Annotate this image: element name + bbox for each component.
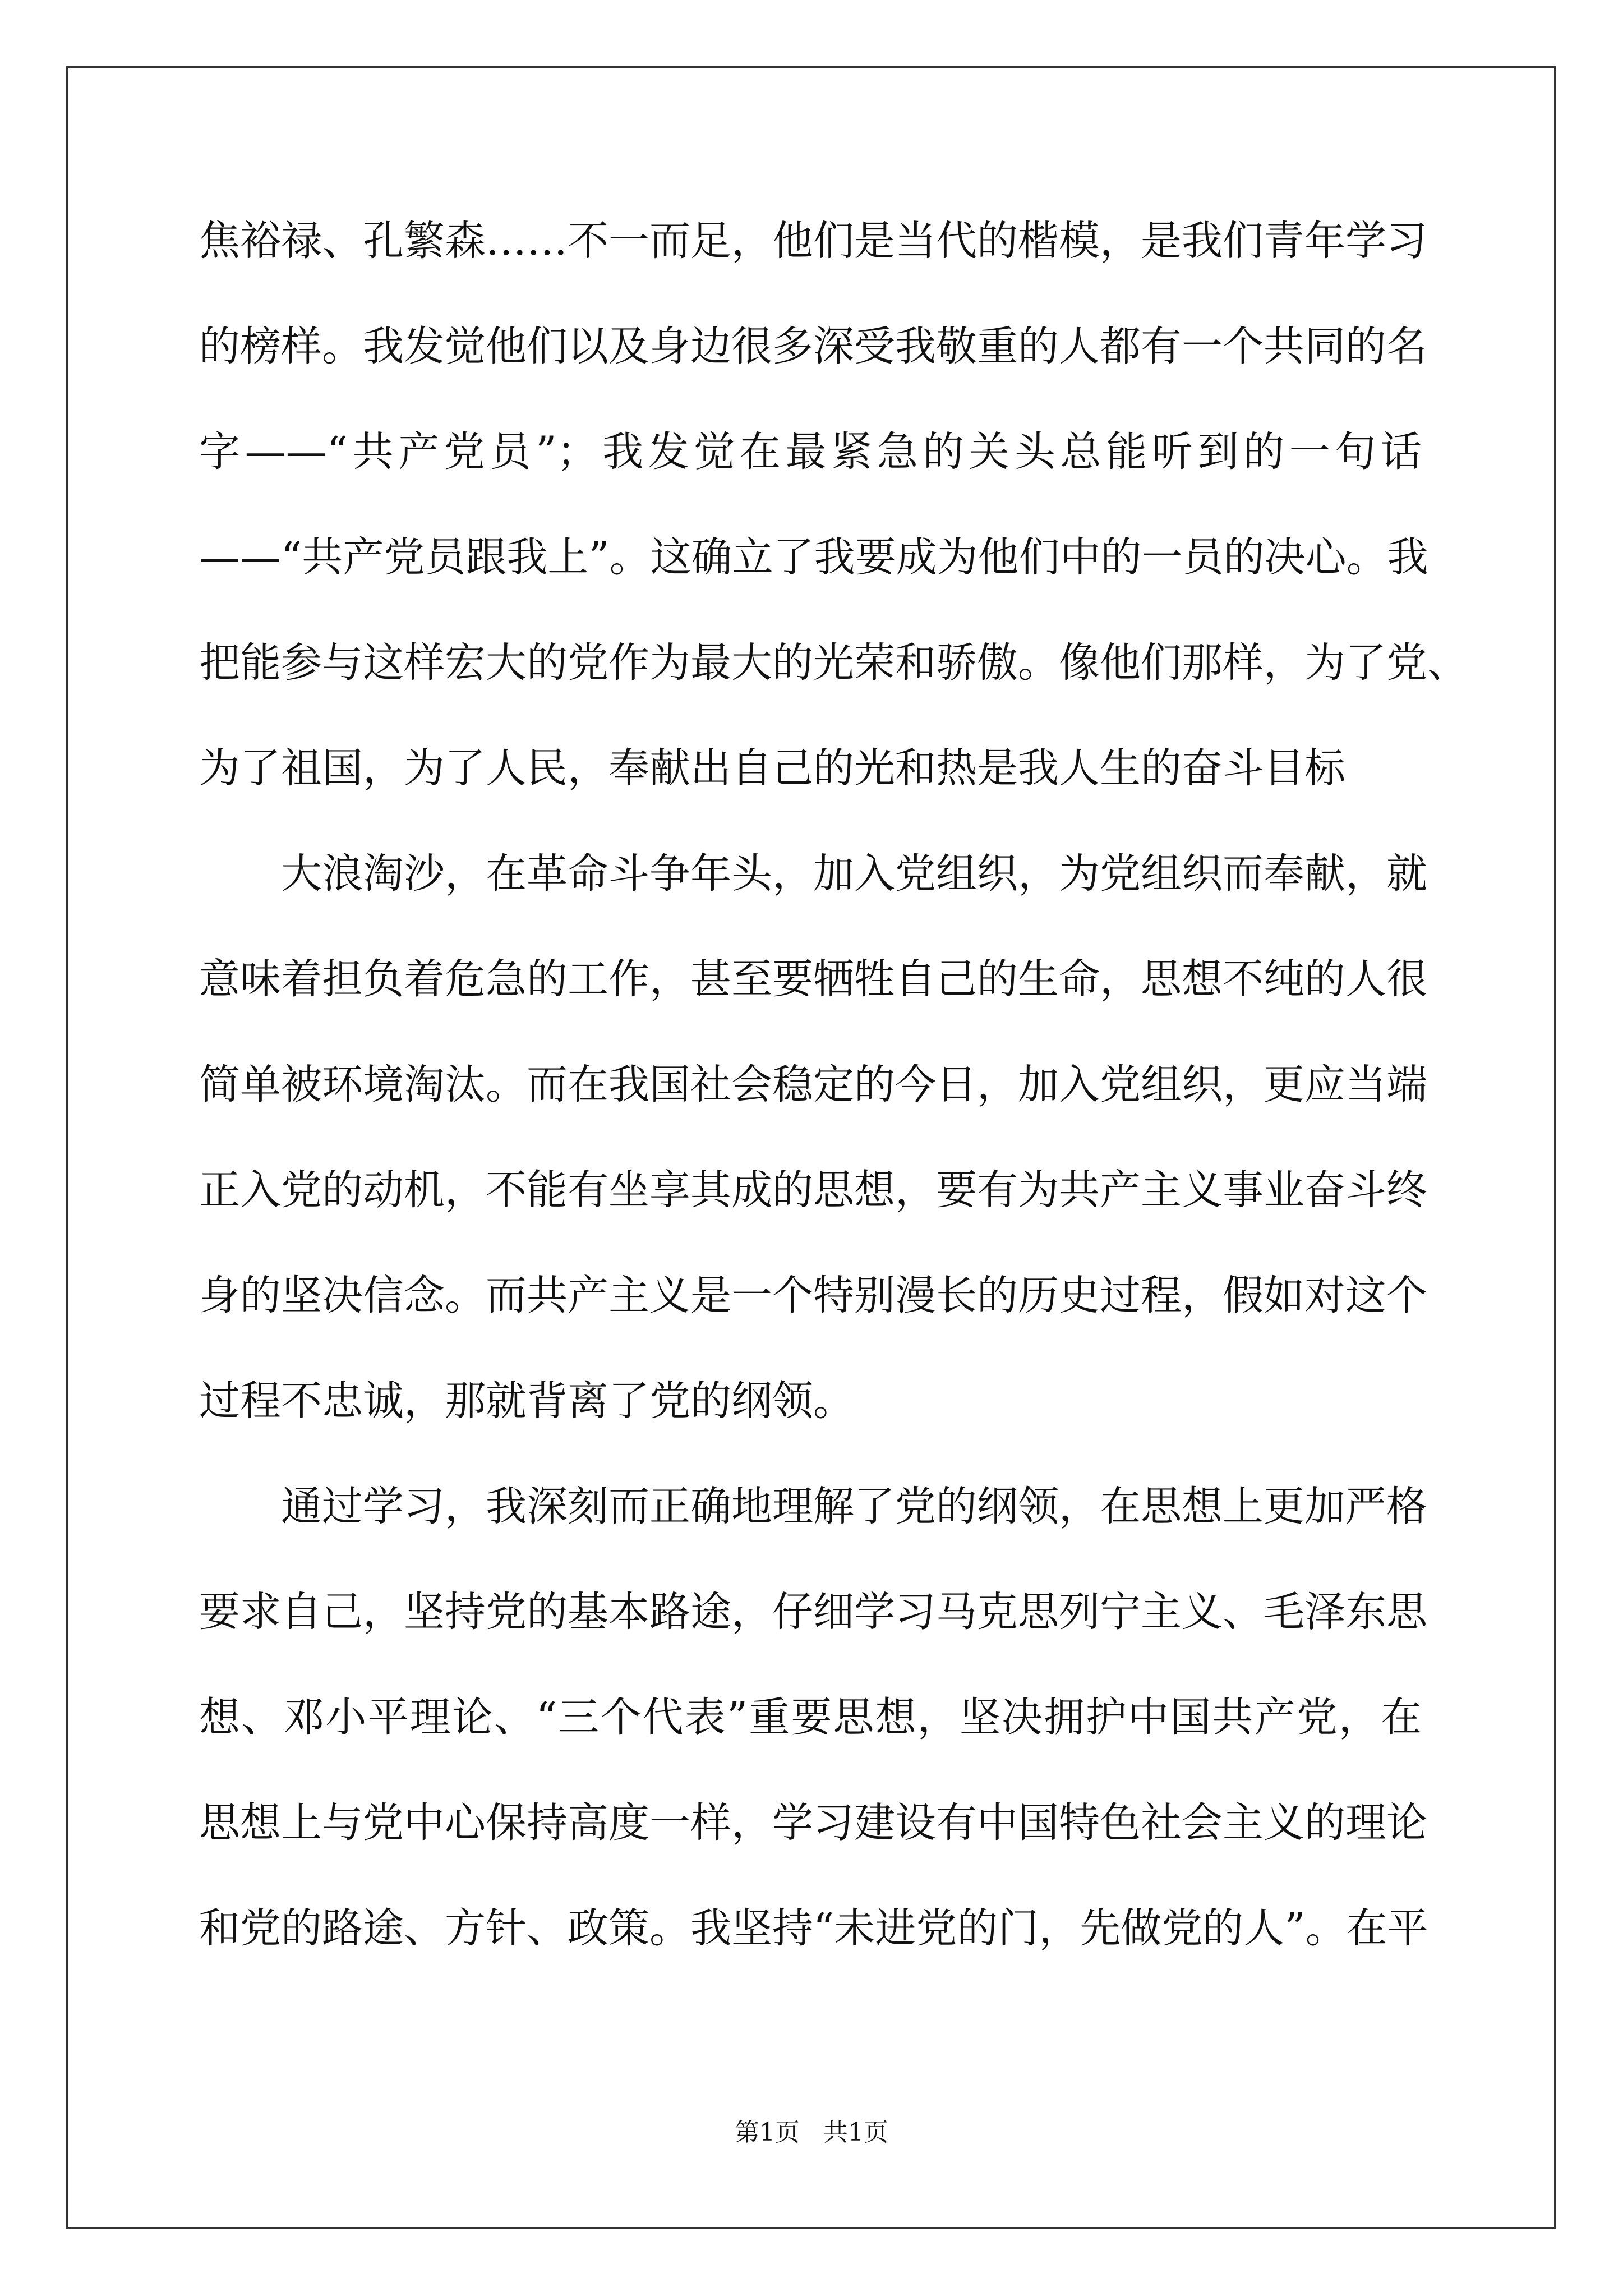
page-footer [0,2116,1623,2150]
text-line: 过程不忠诚，那就背离了党的纲领。 [199,1377,854,1425]
text-line: 的榜样。我发觉他们以及身边很多深受我敬重的人都有一个共同的名 [199,323,1427,370]
text-line: 思想上与党中心保持高度一样，学习建设有中国特色社会主义的理论 [199,1799,1427,1847]
text-line: 想、邓小平理论、“三个代表”重要思想，坚决拥护中国共产党，在 [199,1694,1422,1741]
text-line: 把能参与这样宏大的党作为最大的光荣和骄傲。像他们那样，为了党、 [199,639,1468,687]
paragraph-start-line: 大浪淘沙，在革命斗争年头，加入党组织，为党组织而奉献，就 [281,850,1427,898]
page-number: 第1页 [735,2118,800,2147]
document-body [199,208,1468,2000]
text-line: 为了祖国，为了人民，奉献出自己的光和热是我人生的奋斗目标 [199,744,1345,792]
text-line: 焦裕禄、孔繁森……不一而足，他们是当代的楷模，是我们青年学习 [199,217,1427,265]
text-line: 意味着担负着危急的工作，甚至要牺牲自己的生命，思想不纯的人很 [199,955,1427,1003]
page-total: 共1页 [823,2118,888,2147]
paragraph-start-line: 通过学习，我深刻而正确地理解了党的纲领，在思想上更加严格 [281,1483,1427,1530]
text-line: 和党的路途、方针、政策。我坚持“未进党的门，先做党的人”。在平 [199,1904,1428,1952]
text-line: 字——“共产党员”；我发觉在最紧急的关头总能听到的一句话 [199,428,1422,476]
text-line: 身的坚决信念。而共产主义是一个特别漫长的历史过程，假如对这个 [199,1272,1427,1319]
text-line: 正入党的动机，不能有坐享其成的思想，要有为共产主义事业奋斗终 [199,1166,1427,1214]
text-line: 简单被环境淘汰。而在我国社会稳定的今日，加入党组织，更应当端 [199,1061,1427,1108]
text-line: 要求自己，坚持党的基本路途，仔细学习马克思列宁主义、毛泽东思 [199,1588,1427,1636]
text-line: ——“共产党员跟我上”。这确立了我要成为他们中的一员的决心。我 [199,533,1428,581]
